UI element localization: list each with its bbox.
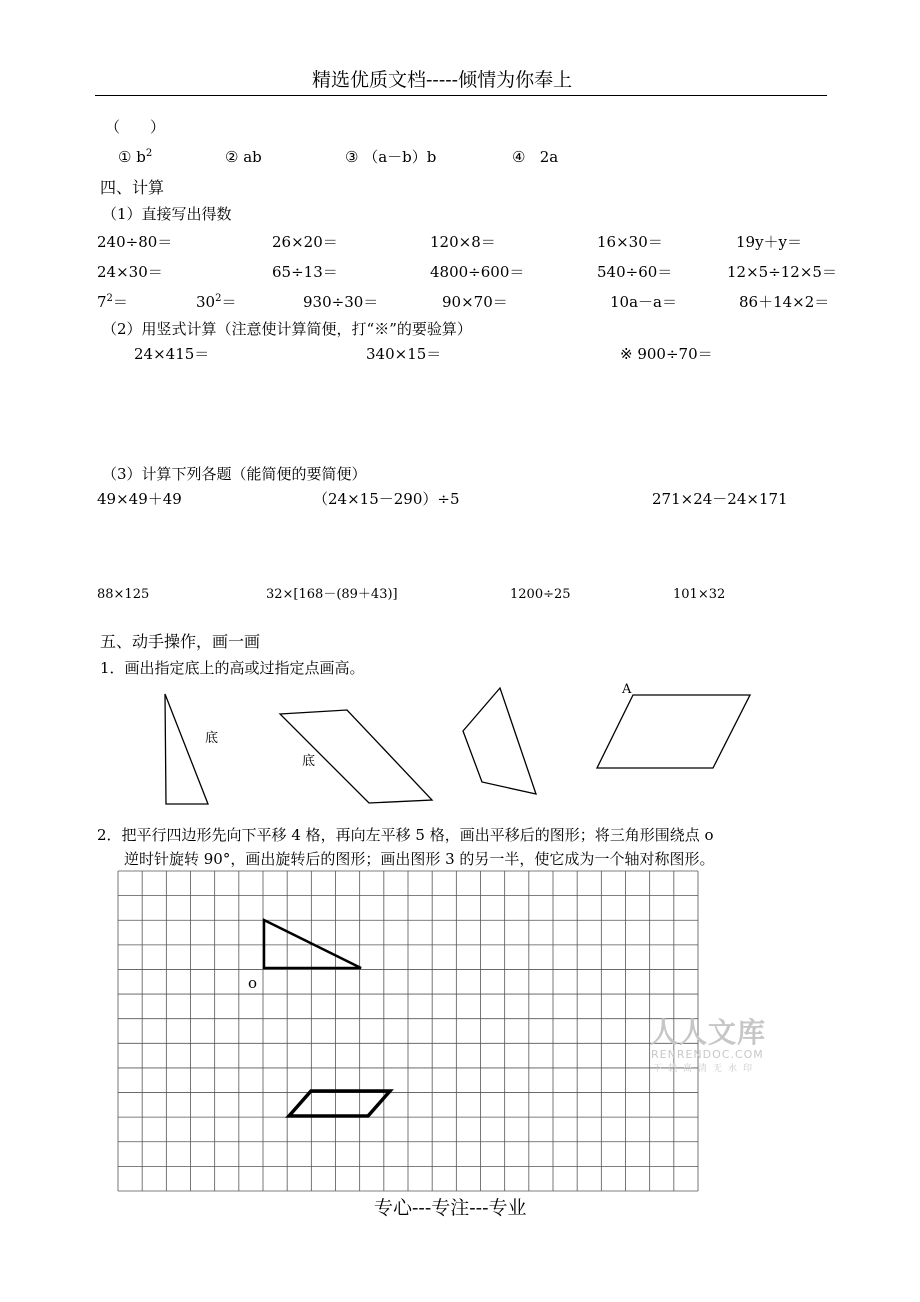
watermark-domain: RENRENDOC.COM [651, 1048, 764, 1061]
calc-problem: 49×49＋49 [97, 490, 182, 508]
mental-problem: 10a－a＝ [610, 293, 677, 311]
part1-title: （1）直接写出得数 [102, 205, 232, 223]
calc-problem: 32×[168－(89＋43)] [266, 587, 398, 602]
vertical-problem: ※ 900÷70＝ [620, 345, 713, 363]
header-title: 精选优质文档-----倾情为你奉上 [312, 69, 573, 91]
section4-title: 四、计算 [100, 178, 165, 197]
calc-problem: 101×32 [673, 587, 726, 602]
watermark-caption: 下载高清无水印 [653, 1064, 759, 1074]
triangle-shape [165, 694, 208, 804]
section5-title: 五、动手操作，画一画 [100, 632, 261, 651]
calc-problem: 271×24－24×171 [652, 490, 788, 508]
base-label: 底 [302, 754, 316, 769]
mental-problem: 86＋14×2＝ [739, 293, 830, 311]
mental-problem: 12×5÷12×5＝ [727, 263, 837, 281]
mental-problem: 90×70＝ [442, 293, 508, 311]
choice-text: 2a [539, 148, 559, 166]
point-o-label: o [248, 974, 258, 992]
point-a-label: A [622, 682, 632, 697]
q2-text-line2: 逆时针旋转 90°，画出旋转后的图形；画出图形 3 的另一半，使它成为一个轴对称图形。 [124, 850, 715, 868]
drawing-grid [118, 871, 698, 1191]
mental-problem: 240÷80＝ [97, 233, 173, 251]
power-base: 7 [97, 293, 107, 311]
choice-text: b [136, 148, 146, 166]
mental-problem: 65÷13＝ [272, 263, 338, 281]
choice-num: ① [118, 148, 132, 166]
parallelogram-shape [597, 695, 750, 768]
answer-bracket: （ ） [105, 118, 166, 136]
power-exponent: 2 [215, 293, 222, 304]
calc-problem: 1200÷25 [510, 587, 571, 602]
base-label: 底 [205, 731, 219, 746]
part3-title: （3）计算下列各题（能简便的要简便） [102, 465, 367, 483]
power-exponent: 2 [106, 293, 113, 304]
choice-text: ab [243, 148, 262, 166]
mental-problem: 120×8＝ [430, 233, 496, 251]
choice-sup: 2 [145, 148, 153, 159]
mental-problem: 540÷60＝ [597, 263, 673, 281]
q1-text: 1．画出指定底上的高或过指定点画高。 [100, 659, 365, 677]
choice-text: （a－b）b [363, 148, 437, 166]
part2-title: （2）用竖式计算（注意使计算简便，打“※”的要验算） [102, 320, 472, 338]
choice-num: ③ [345, 148, 359, 166]
quadrilateral-shape [463, 688, 536, 794]
mental-problem: 4800÷600＝ [430, 263, 525, 281]
triangle-figure [264, 920, 361, 968]
mental-problem: 19y＋y＝ [736, 233, 803, 251]
vertical-problem: 24×415＝ [134, 345, 210, 363]
calc-problem: （24×15－290）÷5 [313, 490, 460, 508]
parallelogram-figure [289, 1091, 390, 1116]
footer-text: 专心---专注---专业 [374, 1197, 527, 1219]
vertical-problem: 340×15＝ [366, 345, 442, 363]
mental-problem: 16×30＝ [597, 233, 663, 251]
choice-num: ② [225, 148, 239, 166]
mental-problem: 930÷30＝ [303, 293, 379, 311]
watermark-logo: 人人文库 [650, 1016, 767, 1049]
choice-num: ④ [512, 148, 526, 166]
calc-problem: 88×125 [97, 587, 150, 602]
grid-lines [118, 871, 698, 1191]
mental-problem: 26×20＝ [272, 233, 338, 251]
equals: ＝ [112, 293, 128, 311]
mental-problem: 24×30＝ [97, 263, 163, 281]
q2-text-line1: 2．把平行四边形先向下平移 4 格，再向左平移 5 格，画出平移后的图形；将三角形围绕点 o [97, 826, 714, 844]
power-base: 30 [196, 293, 216, 311]
equals: ＝ [221, 293, 237, 311]
